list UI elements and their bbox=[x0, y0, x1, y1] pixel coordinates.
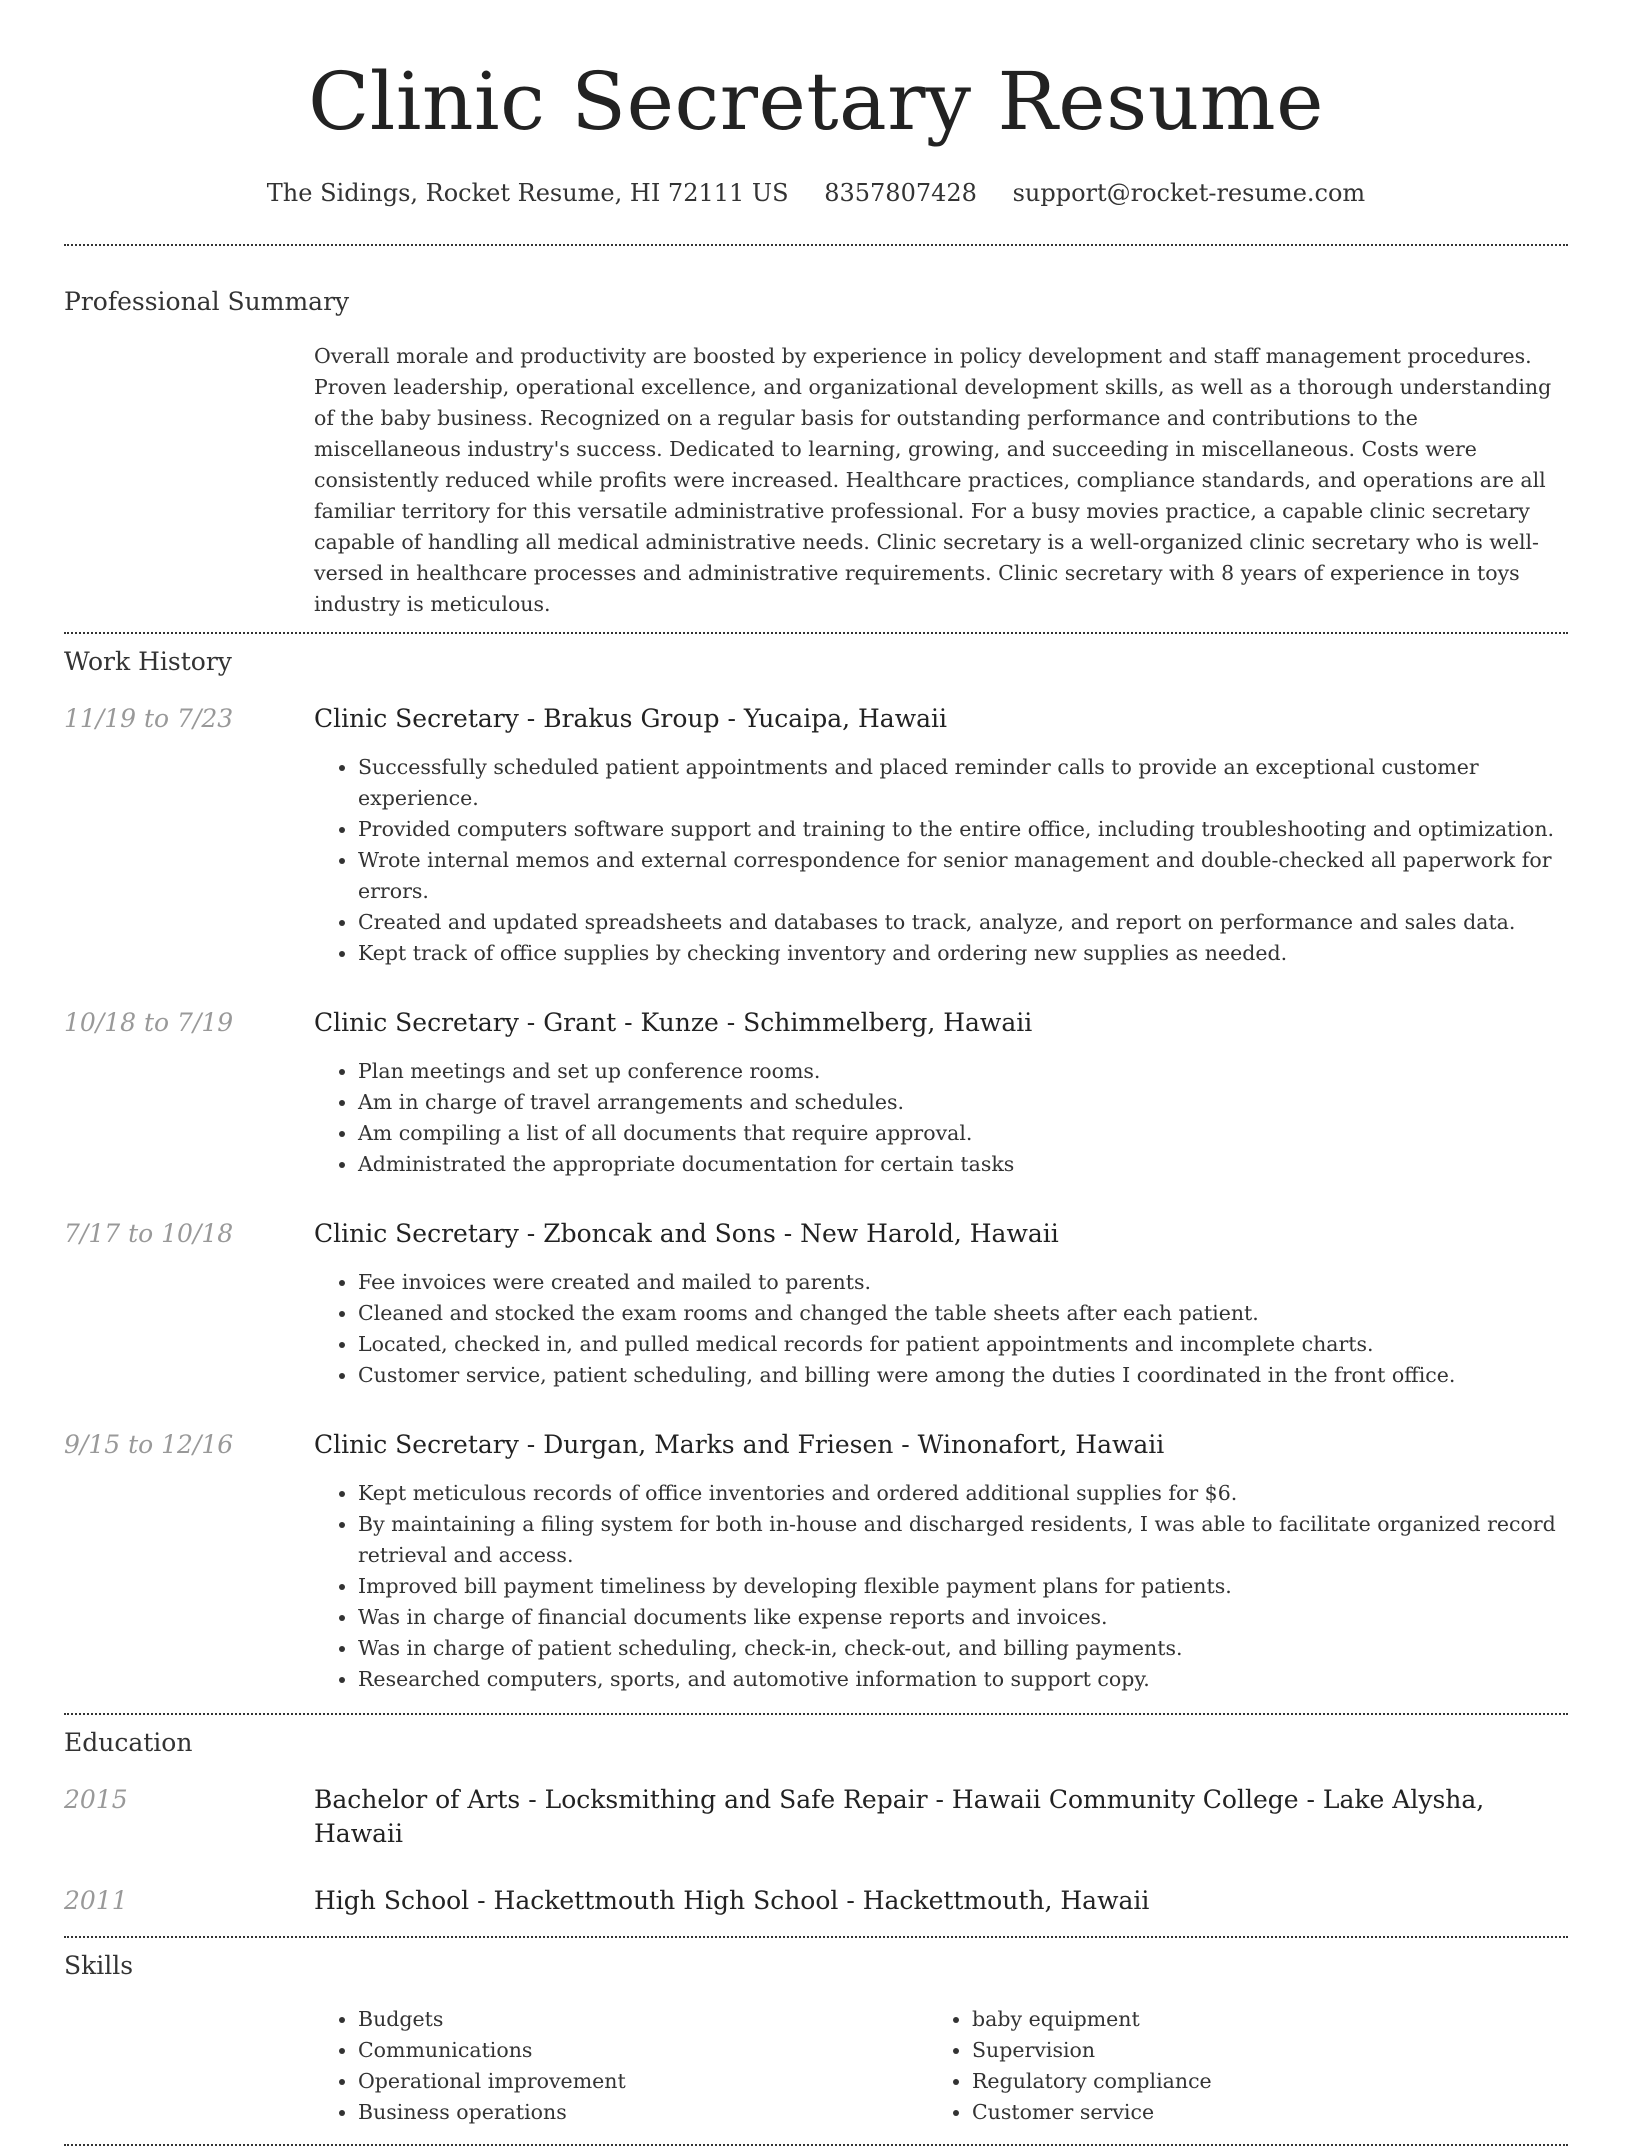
section-heading-summary: Professional Summary bbox=[64, 287, 350, 316]
work-section bbox=[64, 646, 1568, 1695]
list-item: • Successfully scheduled patient appointments and placed reminder calls to provide an exceptional customer experience. bbox=[358, 752, 1568, 814]
summary-section bbox=[64, 286, 1568, 620]
list-item: • Was in charge of patient scheduling, check-in, check-out, and billing payments. bbox=[358, 1633, 1568, 1664]
job-title: Clinic Secretary - Durgan, Marks and Friesen - Winonafort, Hawaii bbox=[314, 1430, 1165, 1459]
divider bbox=[64, 1936, 1568, 1938]
job-title: Clinic Secretary - Zboncak and Sons - New Harold, Hawaii bbox=[314, 1219, 1059, 1248]
list-item: • Wrote internal memos and external correspondence for senior management and double-checked all paperwork for errors. bbox=[358, 845, 1568, 907]
job-entry bbox=[64, 1217, 1568, 1391]
education-year: 2015 bbox=[64, 1785, 128, 1814]
list-item: • By maintaining a filing system for both in-house and discharged residents, I was able to facilitate organized record retrieval and access. bbox=[358, 1509, 1568, 1571]
job-title: Clinic Secretary - Brakus Group - Yucaipa, Hawaii bbox=[314, 704, 948, 733]
job-title: Clinic Secretary - Grant - Kunze - Schimmelberg, Hawaii bbox=[314, 1008, 1033, 1037]
education-year: 2011 bbox=[64, 1886, 128, 1915]
list-item: • Am compiling a list of all documents that require approval. bbox=[358, 1118, 1568, 1149]
skill-item: • Business operations bbox=[358, 2097, 928, 2128]
list-item: • Kept meticulous records of office inventories and ordered additional supplies for $6. bbox=[358, 1478, 1568, 1509]
contact-email[interactable]: support@rocket-resume.com bbox=[1012, 179, 1366, 207]
list-item: • Fee invoices were created and mailed to parents. bbox=[358, 1267, 1568, 1298]
divider bbox=[64, 1713, 1568, 1715]
skills-section bbox=[64, 1950, 1568, 2128]
contact-line bbox=[64, 178, 1568, 208]
job-entry bbox=[64, 1006, 1568, 1180]
list-item: • Customer service, patient scheduling, and billing were among the duties I coordinated in the front office. bbox=[358, 1360, 1568, 1391]
education-section bbox=[64, 1727, 1568, 1918]
job-dates: 7/17 to 10/18 bbox=[64, 1219, 234, 1248]
skill-item: • Customer service bbox=[972, 2097, 1542, 2128]
resume-title: Clinic Secretary Resume bbox=[308, 55, 1324, 148]
job-entry bbox=[64, 1428, 1568, 1695]
skills-column-right bbox=[928, 2004, 1542, 2128]
education-entry bbox=[64, 1783, 1568, 1851]
contact-phone: 8357807428 bbox=[824, 179, 977, 207]
skill-item: • Operational improvement bbox=[358, 2066, 928, 2097]
section-heading-skills: Skills bbox=[64, 1951, 134, 1980]
list-item: • Researched computers, sports, and automotive information to support copy. bbox=[358, 1664, 1568, 1695]
skills-column-left bbox=[314, 2004, 928, 2128]
divider bbox=[64, 244, 1568, 246]
divider bbox=[64, 632, 1568, 634]
skill-item: • Regulatory compliance bbox=[972, 2066, 1542, 2097]
list-item: • Located, checked in, and pulled medical records for patient appointments and incomplete charts. bbox=[358, 1329, 1568, 1360]
job-entry bbox=[64, 702, 1568, 969]
skill-item: • Communications bbox=[358, 2035, 928, 2066]
job-bullets bbox=[314, 1267, 1568, 1391]
job-dates: 9/15 to 12/16 bbox=[64, 1430, 234, 1459]
skill-item: • Supervision bbox=[972, 2035, 1542, 2066]
section-heading-education: Education bbox=[64, 1728, 193, 1757]
list-item: • Improved bill payment timeliness by developing flexible payment plans for patients. bbox=[358, 1571, 1568, 1602]
list-item: • Cleaned and stocked the exam rooms and changed the table sheets after each patient. bbox=[358, 1298, 1568, 1329]
job-dates: 10/18 to 7/19 bbox=[64, 1008, 234, 1037]
job-dates: 11/19 to 7/23 bbox=[64, 704, 234, 733]
job-bullets bbox=[314, 752, 1568, 969]
list-item: • Kept track of office supplies by checking inventory and ordering new supplies as needed. bbox=[358, 938, 1568, 969]
list-item: • Was in charge of financial documents like expense reports and invoices. bbox=[358, 1602, 1568, 1633]
list-item: • Provided computers software support and training to the entire office, including troubleshooting and optimization. bbox=[358, 814, 1568, 845]
list-item: • Administrated the appropriate documentation for certain tasks bbox=[358, 1149, 1568, 1180]
list-item: • Created and updated spreadsheets and databases to track, analyze, and report on performance and sales data. bbox=[358, 907, 1568, 938]
education-title: Bachelor of Arts - Locksmithing and Safe Repair - Hawaii Community College - Lake Alysha, Hawaii bbox=[314, 1785, 1485, 1848]
skill-item: • Budgets bbox=[358, 2004, 928, 2035]
summary-text: Overall morale and productivity are boosted by experience in policy development and staff management procedures. Proven leadership, operational excellence, and organizational development skills, as well as a thorough understanding of the baby business. Recognized on a regular basis for outstanding performance and contributions to the miscellaneous industry's success. Dedicated to learning, growing, and succeeding in miscellaneous. Costs were consistently reduced while profits were increased. Healthcare practices, compliance standards, and operations are all familiar territory for this versatile administrative professional. For a busy movies practice, a capable clinic secretary capable of handling all medical administrative needs. Clinic secretary is a well-organized clinic secretary who is well-versed in healthcare processes and administrative requirements. Clinic secretary with 8 years of experience in toys industry is meticulous. bbox=[314, 344, 1552, 616]
skills-list bbox=[314, 2004, 1568, 2128]
resume-page bbox=[64, 0, 1568, 2146]
education-title: High School - Hackettmouth High School - Hackettmouth, Hawaii bbox=[314, 1886, 1150, 1915]
job-bullets bbox=[314, 1056, 1568, 1180]
skill-item: • baby equipment bbox=[972, 2004, 1542, 2035]
contact-address: The Sidings, Rocket Resume, HI 72111 US bbox=[266, 179, 789, 207]
job-bullets bbox=[314, 1478, 1568, 1695]
section-heading-work: Work History bbox=[64, 647, 232, 676]
list-item: • Plan meetings and set up conference rooms. bbox=[358, 1056, 1568, 1087]
list-item: • Am in charge of travel arrangements and schedules. bbox=[358, 1087, 1568, 1118]
education-entry bbox=[64, 1884, 1568, 1918]
